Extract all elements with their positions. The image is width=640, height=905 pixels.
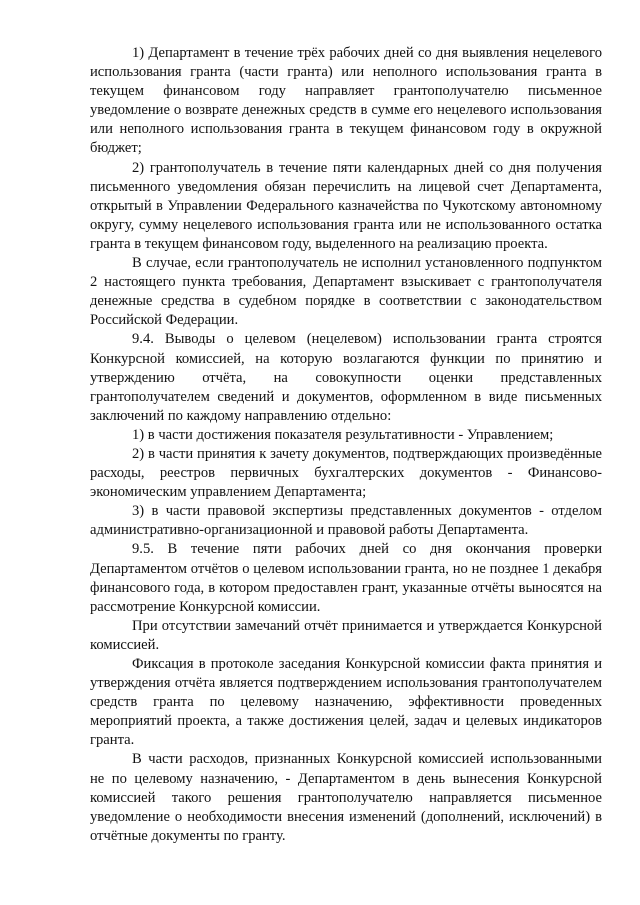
paragraph-protocol-fixation: Фиксация в протоколе заседания Конкурсной комиссии факта принятия и утверждения отчёта является подтверждением использования грантополучателем средств гранта по целевому назначению, эффективности проведенных мероприятий проекта, а также достижения целей, задач и целевых индикаторов гранта. bbox=[90, 656, 602, 749]
paragraph-9-4: 9.4. Выводы о целевом (нецелевом) использовании гранта строятся Конкурсной комиссией, на которую возлагаются функции по принятию и утверждению отчёта, на совокупности оценки представленных грантополучателем сведений и документов, оформленном в виде письменных заключений по каждому направлению отдельно: bbox=[90, 331, 602, 424]
paragraph-collection-court: В случае, если грантополучатель не исполнил установленного подпунктом 2 настоящего пункта требования, Департамент взыскивает с грантополучателя денежные средства в судебном порядке в соответствии с законодательством Российской Федерации. bbox=[90, 255, 602, 329]
paragraph-misuse-notice: В части расходов, признанных Конкурсной комиссией использованными не по целевому назначению, - Департаментом в день вынесения Конкурсной комиссией такого решения грантополучателю направляется письменное уведомление о необходимости внесения изменений (дополнений, исключений) в отчётные документы по гранту. bbox=[90, 751, 602, 844]
paragraph-item-1: 1) Департамент в течение трёх рабочих дней со дня выявления нецелевого использования гранта (части гранта) или неполного использования гранта в текущем финансовом году направляет грантополучателю письменное уведомление о возврате денежных средств в сумме его нецелевого использования или неполного использования гранта в текущем финансовом году в окружной бюджет; bbox=[90, 45, 602, 157]
paragraph-no-remarks: При отсутствии замечаний отчёт принимается и утверждается Конкурсной комиссией. bbox=[90, 617, 602, 653]
paragraph-9-5: 9.5. В течение пяти рабочих дней со дня окончания проверки Департаментом отчётов о целевом использовании гранта, но не позднее 1 декабря финансового года, в котором предоставлен грант, указанные отчёты выносятся на рассмотрение Конкурсной комиссии. bbox=[90, 541, 602, 615]
paragraph-item-2: 2) грантополучатель в течение пяти календарных дней со дня получения письменного уведомления обязан перечислить на лицевой счет Департамента, открытый в Управлении Федерального казначейства по Чукотскому автономному округу, сумму нецелевого использования гранта или не использованного остатка гранта в текущем финансовом году, выделенного на реализацию проекта. bbox=[90, 159, 602, 252]
paragraph-9-4-item-1: 1) в части достижения показателя результативности - Управлением; bbox=[132, 426, 554, 443]
paragraph-9-4-item-2: 2) в части принятия к зачету документов, подтверждающих произведённые расходы, реестров первичных бухгалтерских документов - Финансово-экономическим управлением Департамента; bbox=[90, 445, 602, 501]
document-body bbox=[90, 44, 602, 846]
paragraph-9-4-item-3: 3) в части правовой экспертизы представленных документов - отделом административно-организационной и правовой работы Департамента. bbox=[90, 503, 602, 539]
